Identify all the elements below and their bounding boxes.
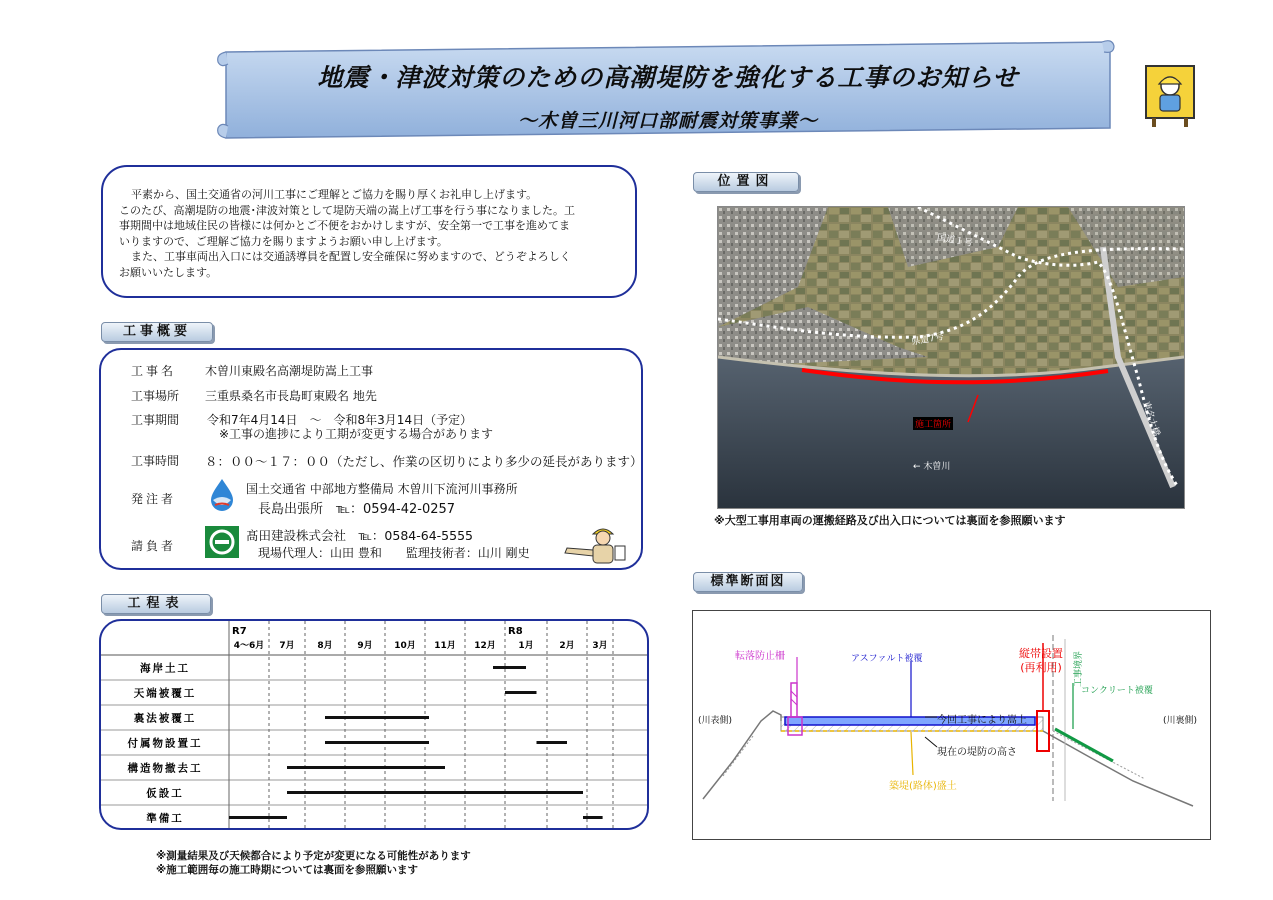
gantt-task-label: 付属物設置工	[127, 737, 203, 750]
contractor-line2: 現場代理人：山田 豊和 監理技術者：山川 剛史	[258, 546, 530, 560]
aerial-map	[717, 206, 1185, 509]
map-label-river: ← 木曽川	[913, 462, 951, 472]
river-arrow-icon: ←	[913, 462, 924, 472]
map-label-site: 施工箇所	[913, 417, 953, 430]
page-subtitle: ～木曽三川河口部耐震対策事業～	[517, 110, 818, 132]
intro-text	[119, 187, 621, 280]
gantt-month-label: 7月	[279, 641, 295, 651]
cross-section-diagram	[692, 610, 1211, 840]
gantt-month-label: 9月	[357, 641, 373, 651]
label-fence: 転落防止柵	[735, 651, 785, 662]
gantt-task-label: 構造物撤去工	[127, 762, 203, 775]
schedule-heading: 工程表	[101, 594, 211, 614]
gantt-chart	[101, 621, 649, 830]
gantt-month-label: 2月	[559, 641, 575, 651]
gantt-year-label: R7	[232, 626, 247, 637]
location-note: ※大型工事用車両の運搬経路及び出入口については裏面を参照願います	[714, 514, 1066, 527]
label-river-side: (川表側)	[698, 716, 733, 726]
overview-heading: 工事概要	[101, 322, 213, 342]
worker-pointing-icon	[559, 526, 629, 570]
label-concrete: コンクリート被覆	[1081, 686, 1153, 696]
gantt-month-label: 4～6月	[233, 641, 265, 651]
contractor-label: 請負者	[131, 539, 177, 553]
worker-sign-icon	[1144, 64, 1196, 128]
place-value: 三重県桑名市長島町東殿名 地先	[205, 389, 377, 403]
map-label-prefroad: 県道7号	[910, 332, 945, 348]
label-land-side: (川裏側)	[1163, 716, 1198, 726]
client-line2: 長島出張所 ℡：0594-42-0257	[258, 502, 456, 517]
intro-line: 事期間中は地域住民の皆様には何かとご不便をおかけしますが、安全第一で工事を進めてま	[119, 219, 570, 232]
label-fill: 築堤(路体)盛土	[889, 781, 957, 792]
title-banner	[216, 40, 1120, 140]
hours-value: ８：００～１７：００（ただし、作業の区切りにより多少の延長があります）	[205, 454, 643, 469]
period-value: 令和7年4月14日 ～ 令和8年3月14日（予定）	[207, 413, 473, 427]
period-note: ※工事の進捗により工期が変更する場合があります	[219, 427, 494, 441]
gantt-task-label: 仮設工	[146, 787, 184, 800]
hours-label: 工事時間	[131, 454, 180, 468]
label-raise: 今回工事により嵩上	[937, 715, 1027, 726]
page-title: 地震・津波対策のための高潮堤防を強化する工事のお知らせ	[317, 63, 1019, 92]
overview-box	[99, 348, 643, 570]
period-label: 工事期間	[131, 413, 180, 427]
contractor-line1: 髙田建設株式会社 ℡：0584-64-5555	[246, 528, 473, 543]
intro-line: お願いいたします。	[119, 265, 218, 279]
intro-line: 平素から、国土交通省の河川工事にご理解とご協力を賜り厚くお礼申し上げます。	[131, 188, 538, 201]
intro-line: いりますので、ご理解ご協力を賜りますようお願い申し上げます。	[119, 234, 448, 248]
place-label: 工事場所	[131, 389, 180, 403]
mlit-logo-icon	[205, 476, 239, 516]
label-boundary: 工事境界	[1074, 650, 1084, 687]
gantt-task-label: 天端被覆工	[133, 687, 197, 700]
gantt-task-label: 裏法被覆工	[133, 712, 197, 725]
intro-line: このたび、高潮堤防の地震･津波対策として堤防天端の嵩上げ工事を行う事になりました。工	[119, 203, 576, 217]
schedule-note1: ※測量結果及び天候都合により予定が変更になる可能性があります	[156, 850, 471, 862]
client-label: 発注者	[131, 492, 177, 506]
gantt-task-label: 準備工	[146, 812, 184, 825]
gantt-year-label: R8	[508, 626, 523, 637]
gantt-month-label: 12月	[474, 641, 496, 651]
label-asphalt: アスファルト被覆	[851, 654, 923, 664]
intro-line: また、工事車両出入口には交通誘導員を配置し安全確保に努めますので、どうぞよろしく	[131, 250, 571, 263]
gantt-month-label: 11月	[434, 641, 456, 651]
client-line1: 国土交通省 中部地方整備局 木曽川下流河川事務所	[246, 482, 518, 496]
schedule-note2: ※施工範囲毎の施工時期については裏面を参照願います	[156, 864, 418, 876]
label-current: 現在の堤防の高さ	[937, 747, 1017, 758]
map-label-bridge: 東名大橋	[1140, 400, 1161, 438]
location-heading: 位置図	[693, 172, 799, 192]
aerial-photo-image	[718, 207, 1184, 508]
gantt-task-label: 海岸土工	[140, 662, 190, 675]
gantt-month-label: 3月	[592, 641, 608, 651]
section-heading: 標準断面図	[693, 572, 803, 592]
schedule-table	[99, 619, 649, 830]
intro-box	[101, 165, 637, 298]
map-label-route1: 国道１号	[936, 232, 974, 250]
name-value: 木曽川東殿名高潮堤防嵩上工事	[205, 364, 374, 378]
name-label: 工事名	[131, 364, 177, 378]
label-curb: 縦帯設置 (再利用)	[1019, 647, 1063, 674]
gantt-month-label: 8月	[317, 641, 333, 651]
takada-logo-icon	[205, 526, 239, 562]
gantt-month-label: 1月	[518, 641, 534, 651]
gantt-month-label: 10月	[394, 641, 416, 651]
